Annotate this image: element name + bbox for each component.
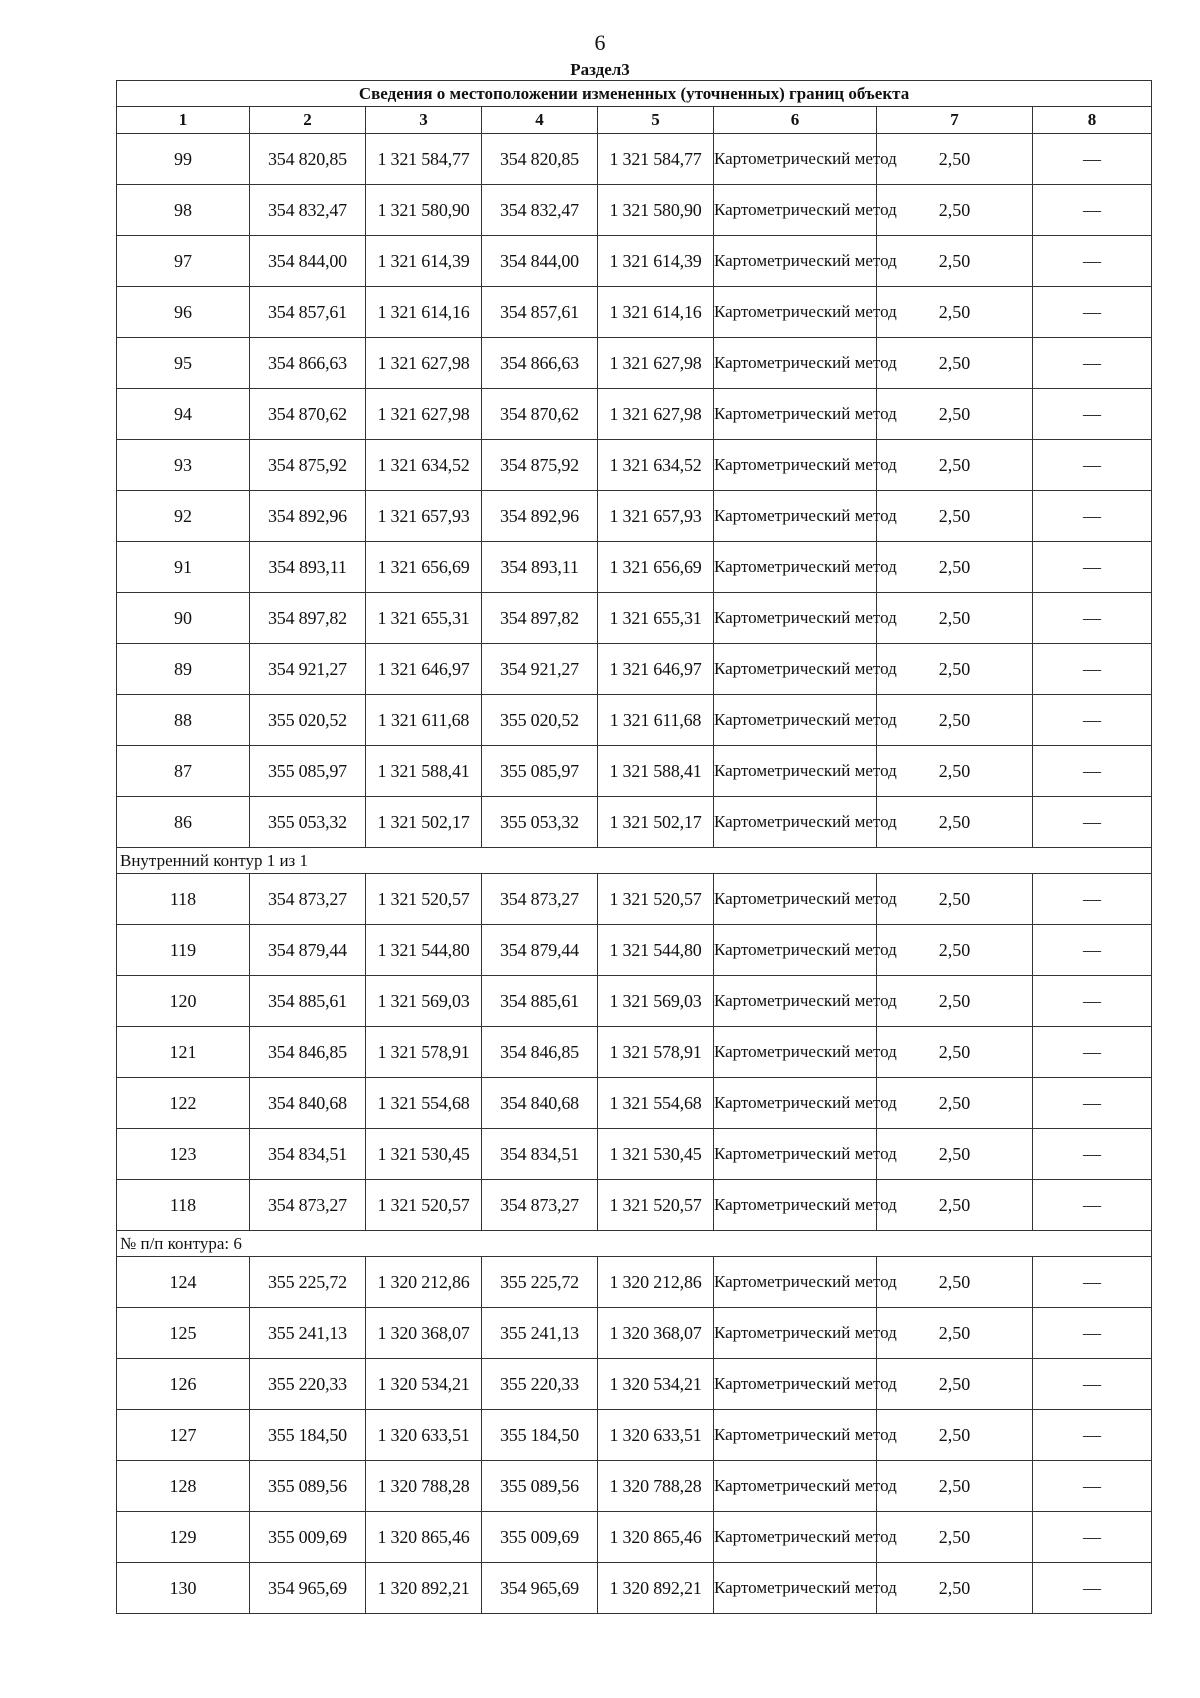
point-number-cell: 118 xyxy=(117,874,250,925)
new-coord-x-cell: 354 921,27 xyxy=(482,644,598,695)
table-row xyxy=(117,1308,1152,1359)
description-cell: — xyxy=(1033,542,1152,593)
table-row xyxy=(117,1078,1152,1129)
new-coord-y-cell: 1 321 614,16 xyxy=(598,287,714,338)
description-cell: — xyxy=(1033,644,1152,695)
coord-x-cell: 355 020,52 xyxy=(250,695,366,746)
column-number: 8 xyxy=(1033,107,1152,134)
description-cell: — xyxy=(1033,1129,1152,1180)
column-number: 3 xyxy=(366,107,482,134)
point-number-cell: 98 xyxy=(117,185,250,236)
table-row xyxy=(117,1257,1152,1308)
method-cell: Картометрический метод xyxy=(714,1563,877,1614)
coord-x-cell: 354 834,51 xyxy=(250,1129,366,1180)
accuracy-cell: 2,50 xyxy=(877,236,1033,287)
accuracy-cell: 2,50 xyxy=(877,1359,1033,1410)
table-row xyxy=(117,874,1152,925)
accuracy-cell: 2,50 xyxy=(877,1410,1033,1461)
description-cell: — xyxy=(1033,236,1152,287)
new-coord-y-cell: 1 320 212,86 xyxy=(598,1257,714,1308)
method-cell: Картометрический метод xyxy=(714,746,877,797)
new-coord-x-cell: 354 834,51 xyxy=(482,1129,598,1180)
description-cell: — xyxy=(1033,440,1152,491)
coord-x-cell: 354 893,11 xyxy=(250,542,366,593)
method-cell: Картометрический метод xyxy=(714,389,877,440)
new-coord-y-cell: 1 320 633,51 xyxy=(598,1410,714,1461)
table-row xyxy=(117,1129,1152,1180)
new-coord-x-cell: 354 846,85 xyxy=(482,1027,598,1078)
table-row xyxy=(117,1512,1152,1563)
method-cell: Картометрический метод xyxy=(714,338,877,389)
new-coord-y-cell: 1 321 580,90 xyxy=(598,185,714,236)
table-row xyxy=(117,695,1152,746)
table-row xyxy=(117,236,1152,287)
description-cell: — xyxy=(1033,1180,1152,1231)
description-cell: — xyxy=(1033,287,1152,338)
coord-x-cell: 354 875,92 xyxy=(250,440,366,491)
accuracy-cell: 2,50 xyxy=(877,593,1033,644)
new-coord-x-cell: 355 009,69 xyxy=(482,1512,598,1563)
coord-x-cell: 354 820,85 xyxy=(250,134,366,185)
table-row xyxy=(117,338,1152,389)
coord-x-cell: 355 241,13 xyxy=(250,1308,366,1359)
new-coord-x-cell: 354 870,62 xyxy=(482,389,598,440)
description-cell: — xyxy=(1033,1308,1152,1359)
description-cell: — xyxy=(1033,1410,1152,1461)
coord-x-cell: 354 857,61 xyxy=(250,287,366,338)
point-number-cell: 95 xyxy=(117,338,250,389)
description-cell: — xyxy=(1033,1078,1152,1129)
point-number-cell: 87 xyxy=(117,746,250,797)
description-cell: — xyxy=(1033,1512,1152,1563)
method-cell: Картометрический метод xyxy=(714,1257,877,1308)
coord-y-cell: 1 321 520,57 xyxy=(366,1180,482,1231)
coord-y-cell: 1 321 584,77 xyxy=(366,134,482,185)
new-coord-y-cell: 1 321 634,52 xyxy=(598,440,714,491)
description-cell: — xyxy=(1033,1027,1152,1078)
new-coord-x-cell: 355 085,97 xyxy=(482,746,598,797)
new-coord-x-cell: 355 184,50 xyxy=(482,1410,598,1461)
table-row xyxy=(117,1027,1152,1078)
table-row xyxy=(117,797,1152,848)
new-coord-y-cell: 1 321 657,93 xyxy=(598,491,714,542)
new-coord-x-cell: 354 885,61 xyxy=(482,976,598,1027)
table-row xyxy=(117,644,1152,695)
coord-x-cell: 355 184,50 xyxy=(250,1410,366,1461)
coord-y-cell: 1 321 530,45 xyxy=(366,1129,482,1180)
method-cell: Картометрический метод xyxy=(714,134,877,185)
table-row xyxy=(117,1461,1152,1512)
coord-y-cell: 1 321 580,90 xyxy=(366,185,482,236)
method-cell: Картометрический метод xyxy=(714,1078,877,1129)
new-coord-y-cell: 1 321 614,39 xyxy=(598,236,714,287)
method-cell: Картометрический метод xyxy=(714,491,877,542)
point-number-cell: 121 xyxy=(117,1027,250,1078)
new-coord-y-cell: 1 321 655,31 xyxy=(598,593,714,644)
method-cell: Картометрический метод xyxy=(714,1359,877,1410)
point-number-cell: 97 xyxy=(117,236,250,287)
method-cell: Картометрический метод xyxy=(714,1410,877,1461)
accuracy-cell: 2,50 xyxy=(877,185,1033,236)
coord-y-cell: 1 321 588,41 xyxy=(366,746,482,797)
table-row xyxy=(117,542,1152,593)
column-number: 1 xyxy=(117,107,250,134)
new-coord-x-cell: 354 875,92 xyxy=(482,440,598,491)
accuracy-cell: 2,50 xyxy=(877,542,1033,593)
coord-x-cell: 354 873,27 xyxy=(250,1180,366,1231)
description-cell: — xyxy=(1033,134,1152,185)
table-row xyxy=(117,593,1152,644)
new-coord-x-cell: 355 225,72 xyxy=(482,1257,598,1308)
point-number-cell: 92 xyxy=(117,491,250,542)
method-cell: Картометрический метод xyxy=(714,874,877,925)
new-coord-x-cell: 354 879,44 xyxy=(482,925,598,976)
new-coord-y-cell: 1 320 865,46 xyxy=(598,1512,714,1563)
accuracy-cell: 2,50 xyxy=(877,797,1033,848)
new-coord-x-cell: 355 089,56 xyxy=(482,1461,598,1512)
new-coord-x-cell: 354 820,85 xyxy=(482,134,598,185)
point-number-cell: 122 xyxy=(117,1078,250,1129)
coord-y-cell: 1 320 788,28 xyxy=(366,1461,482,1512)
new-coord-y-cell: 1 321 627,98 xyxy=(598,389,714,440)
table-row xyxy=(117,287,1152,338)
method-cell: Картометрический метод xyxy=(714,797,877,848)
new-coord-x-cell: 354 892,96 xyxy=(482,491,598,542)
new-coord-y-cell: 1 320 368,07 xyxy=(598,1308,714,1359)
point-number-cell: 94 xyxy=(117,389,250,440)
new-coord-x-cell: 354 866,63 xyxy=(482,338,598,389)
coord-y-cell: 1 320 865,46 xyxy=(366,1512,482,1563)
new-coord-y-cell: 1 321 520,57 xyxy=(598,874,714,925)
accuracy-cell: 2,50 xyxy=(877,338,1033,389)
method-cell: Картометрический метод xyxy=(714,1308,877,1359)
accuracy-cell: 2,50 xyxy=(877,976,1033,1027)
table-row xyxy=(117,134,1152,185)
coord-x-cell: 354 840,68 xyxy=(250,1078,366,1129)
method-cell: Картометрический метод xyxy=(714,644,877,695)
coord-x-cell: 354 844,00 xyxy=(250,236,366,287)
contour-section-row xyxy=(117,1231,1152,1257)
point-number-cell: 130 xyxy=(117,1563,250,1614)
new-coord-y-cell: 1 321 502,17 xyxy=(598,797,714,848)
new-coord-x-cell: 354 840,68 xyxy=(482,1078,598,1129)
table-caption: Сведения о местоположении измененных (уточненных) границ объекта xyxy=(117,81,1152,107)
table-caption-row xyxy=(117,81,1152,107)
description-cell: — xyxy=(1033,797,1152,848)
method-cell: Картометрический метод xyxy=(714,593,877,644)
coord-y-cell: 1 320 633,51 xyxy=(366,1410,482,1461)
accuracy-cell: 2,50 xyxy=(877,440,1033,491)
accuracy-cell: 2,50 xyxy=(877,389,1033,440)
new-coord-x-cell: 355 053,32 xyxy=(482,797,598,848)
method-cell: Картометрический метод xyxy=(714,185,877,236)
point-number-cell: 91 xyxy=(117,542,250,593)
page-number: 6 xyxy=(594,30,606,55)
table-row xyxy=(117,389,1152,440)
accuracy-cell: 2,50 xyxy=(877,1512,1033,1563)
coord-x-cell: 355 225,72 xyxy=(250,1257,366,1308)
description-cell: — xyxy=(1033,1257,1152,1308)
section-title: Раздел3 xyxy=(570,60,630,79)
table-row xyxy=(117,1410,1152,1461)
coord-y-cell: 1 321 627,98 xyxy=(366,338,482,389)
coord-x-cell: 354 866,63 xyxy=(250,338,366,389)
coord-x-cell: 354 879,44 xyxy=(250,925,366,976)
coord-y-cell: 1 321 614,39 xyxy=(366,236,482,287)
description-cell: — xyxy=(1033,925,1152,976)
description-cell: — xyxy=(1033,976,1152,1027)
accuracy-cell: 2,50 xyxy=(877,134,1033,185)
new-coord-x-cell: 354 832,47 xyxy=(482,185,598,236)
new-coord-x-cell: 355 020,52 xyxy=(482,695,598,746)
table-row xyxy=(117,440,1152,491)
new-coord-y-cell: 1 321 554,68 xyxy=(598,1078,714,1129)
column-number: 6 xyxy=(714,107,877,134)
point-number-cell: 126 xyxy=(117,1359,250,1410)
description-cell: — xyxy=(1033,338,1152,389)
point-number-cell: 127 xyxy=(117,1410,250,1461)
contour-section-label: № п/п контура: 6 xyxy=(117,1231,1152,1257)
table-row xyxy=(117,185,1152,236)
method-cell: Картометрический метод xyxy=(714,925,877,976)
coord-y-cell: 1 321 578,91 xyxy=(366,1027,482,1078)
table-row xyxy=(117,1563,1152,1614)
coord-x-cell: 355 089,56 xyxy=(250,1461,366,1512)
coord-x-cell: 354 897,82 xyxy=(250,593,366,644)
point-number-cell: 125 xyxy=(117,1308,250,1359)
accuracy-cell: 2,50 xyxy=(877,1027,1033,1078)
new-coord-y-cell: 1 320 788,28 xyxy=(598,1461,714,1512)
accuracy-cell: 2,50 xyxy=(877,746,1033,797)
accuracy-cell: 2,50 xyxy=(877,491,1033,542)
accuracy-cell: 2,50 xyxy=(877,925,1033,976)
coord-x-cell: 354 892,96 xyxy=(250,491,366,542)
coord-y-cell: 1 321 569,03 xyxy=(366,976,482,1027)
table-row xyxy=(117,1180,1152,1231)
coord-x-cell: 355 053,32 xyxy=(250,797,366,848)
new-coord-x-cell: 354 893,11 xyxy=(482,542,598,593)
table-row xyxy=(117,976,1152,1027)
coord-y-cell: 1 321 544,80 xyxy=(366,925,482,976)
accuracy-cell: 2,50 xyxy=(877,695,1033,746)
description-cell: — xyxy=(1033,491,1152,542)
description-cell: — xyxy=(1033,389,1152,440)
coord-x-cell: 354 965,69 xyxy=(250,1563,366,1614)
new-coord-x-cell: 355 241,13 xyxy=(482,1308,598,1359)
method-cell: Картометрический метод xyxy=(714,976,877,1027)
accuracy-cell: 2,50 xyxy=(877,1078,1033,1129)
new-coord-x-cell: 354 897,82 xyxy=(482,593,598,644)
accuracy-cell: 2,50 xyxy=(877,1180,1033,1231)
new-coord-y-cell: 1 321 530,45 xyxy=(598,1129,714,1180)
new-coord-x-cell: 354 873,27 xyxy=(482,1180,598,1231)
method-cell: Картометрический метод xyxy=(714,1027,877,1078)
coord-y-cell: 1 321 634,52 xyxy=(366,440,482,491)
point-number-cell: 96 xyxy=(117,287,250,338)
table-row xyxy=(117,925,1152,976)
point-number-cell: 123 xyxy=(117,1129,250,1180)
coord-y-cell: 1 321 655,31 xyxy=(366,593,482,644)
new-coord-x-cell: 355 220,33 xyxy=(482,1359,598,1410)
column-number: 7 xyxy=(877,107,1033,134)
coord-y-cell: 1 320 892,21 xyxy=(366,1563,482,1614)
table-row xyxy=(117,746,1152,797)
point-number-cell: 99 xyxy=(117,134,250,185)
method-cell: Картометрический метод xyxy=(714,236,877,287)
description-cell: — xyxy=(1033,746,1152,797)
description-cell: — xyxy=(1033,185,1152,236)
method-cell: Картометрический метод xyxy=(714,1180,877,1231)
new-coord-x-cell: 354 965,69 xyxy=(482,1563,598,1614)
method-cell: Картометрический метод xyxy=(714,1461,877,1512)
point-number-cell: 118 xyxy=(117,1180,250,1231)
accuracy-cell: 2,50 xyxy=(877,287,1033,338)
column-number: 4 xyxy=(482,107,598,134)
point-number-cell: 120 xyxy=(117,976,250,1027)
new-coord-y-cell: 1 321 569,03 xyxy=(598,976,714,1027)
method-cell: Картометрический метод xyxy=(714,542,877,593)
new-coord-y-cell: 1 321 520,57 xyxy=(598,1180,714,1231)
point-number-cell: 128 xyxy=(117,1461,250,1512)
coord-y-cell: 1 320 534,21 xyxy=(366,1359,482,1410)
table-row xyxy=(117,1359,1152,1410)
point-number-cell: 90 xyxy=(117,593,250,644)
method-cell: Картометрический метод xyxy=(714,440,877,491)
description-cell: — xyxy=(1033,1359,1152,1410)
coord-y-cell: 1 321 611,68 xyxy=(366,695,482,746)
coord-x-cell: 354 921,27 xyxy=(250,644,366,695)
accuracy-cell: 2,50 xyxy=(877,1461,1033,1512)
point-number-cell: 93 xyxy=(117,440,250,491)
accuracy-cell: 2,50 xyxy=(877,644,1033,695)
accuracy-cell: 2,50 xyxy=(877,1308,1033,1359)
point-number-cell: 124 xyxy=(117,1257,250,1308)
description-cell: — xyxy=(1033,874,1152,925)
method-cell: Картометрический метод xyxy=(714,1512,877,1563)
coord-y-cell: 1 321 554,68 xyxy=(366,1078,482,1129)
point-number-cell: 119 xyxy=(117,925,250,976)
column-number: 2 xyxy=(250,107,366,134)
column-number: 5 xyxy=(598,107,714,134)
coord-x-cell: 355 085,97 xyxy=(250,746,366,797)
new-coord-y-cell: 1 321 627,98 xyxy=(598,338,714,389)
coord-y-cell: 1 321 646,97 xyxy=(366,644,482,695)
coord-y-cell: 1 321 520,57 xyxy=(366,874,482,925)
accuracy-cell: 2,50 xyxy=(877,1563,1033,1614)
table-row xyxy=(117,491,1152,542)
new-coord-x-cell: 354 857,61 xyxy=(482,287,598,338)
coord-x-cell: 354 873,27 xyxy=(250,874,366,925)
new-coord-y-cell: 1 321 588,41 xyxy=(598,746,714,797)
coord-y-cell: 1 321 627,98 xyxy=(366,389,482,440)
coord-x-cell: 354 885,61 xyxy=(250,976,366,1027)
coord-y-cell: 1 320 212,86 xyxy=(366,1257,482,1308)
point-number-cell: 129 xyxy=(117,1512,250,1563)
new-coord-y-cell: 1 321 584,77 xyxy=(598,134,714,185)
coord-x-cell: 355 009,69 xyxy=(250,1512,366,1563)
description-cell: — xyxy=(1033,1563,1152,1614)
new-coord-x-cell: 354 873,27 xyxy=(482,874,598,925)
coord-y-cell: 1 321 657,93 xyxy=(366,491,482,542)
point-number-cell: 86 xyxy=(117,797,250,848)
new-coord-y-cell: 1 321 611,68 xyxy=(598,695,714,746)
new-coord-y-cell: 1 321 578,91 xyxy=(598,1027,714,1078)
coord-y-cell: 1 321 502,17 xyxy=(366,797,482,848)
new-coord-y-cell: 1 321 656,69 xyxy=(598,542,714,593)
new-coord-y-cell: 1 320 534,21 xyxy=(598,1359,714,1410)
column-number-row xyxy=(117,107,1152,134)
method-cell: Картометрический метод xyxy=(714,1129,877,1180)
coord-x-cell: 354 846,85 xyxy=(250,1027,366,1078)
contour-section-row xyxy=(117,848,1152,874)
description-cell: — xyxy=(1033,1461,1152,1512)
description-cell: — xyxy=(1033,593,1152,644)
coord-y-cell: 1 321 656,69 xyxy=(366,542,482,593)
new-coord-x-cell: 354 844,00 xyxy=(482,236,598,287)
new-coord-y-cell: 1 320 892,21 xyxy=(598,1563,714,1614)
coord-x-cell: 354 870,62 xyxy=(250,389,366,440)
accuracy-cell: 2,50 xyxy=(877,1257,1033,1308)
new-coord-y-cell: 1 321 544,80 xyxy=(598,925,714,976)
method-cell: Картометрический метод xyxy=(714,287,877,338)
accuracy-cell: 2,50 xyxy=(877,1129,1033,1180)
point-number-cell: 89 xyxy=(117,644,250,695)
coord-y-cell: 1 320 368,07 xyxy=(366,1308,482,1359)
coord-y-cell: 1 321 614,16 xyxy=(366,287,482,338)
accuracy-cell: 2,50 xyxy=(877,874,1033,925)
new-coord-y-cell: 1 321 646,97 xyxy=(598,644,714,695)
coord-x-cell: 354 832,47 xyxy=(250,185,366,236)
coord-x-cell: 355 220,33 xyxy=(250,1359,366,1410)
boundaries-table xyxy=(116,80,1152,1614)
point-number-cell: 88 xyxy=(117,695,250,746)
contour-section-label: Внутренний контур 1 из 1 xyxy=(117,848,1152,874)
method-cell: Картометрический метод xyxy=(714,695,877,746)
description-cell: — xyxy=(1033,695,1152,746)
